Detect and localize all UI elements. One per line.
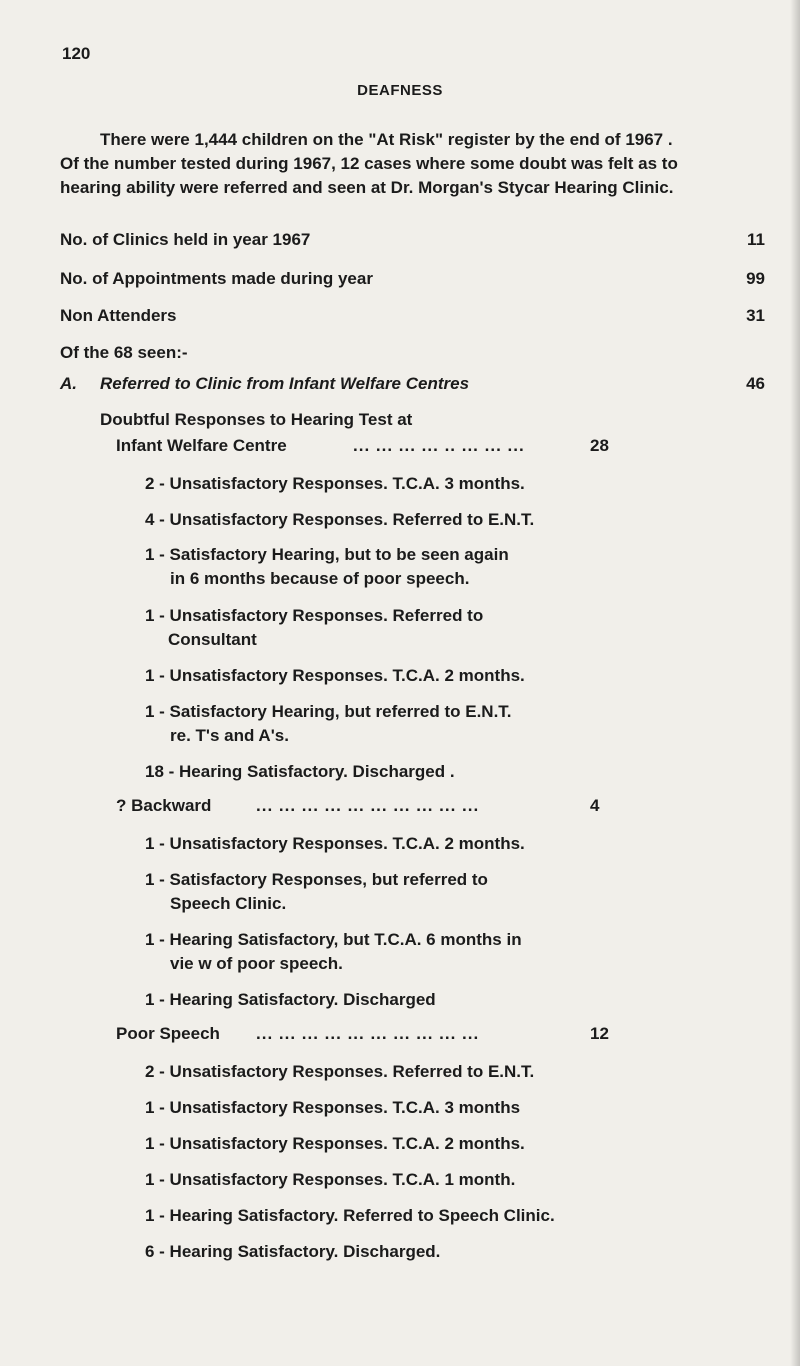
doubtful-item-4: 1 - Unsatisfactory Responses. Referred to (145, 606, 484, 625)
poor-speech-item-4: 1 - Unsatisfactory Responses. T.C.A. 1 month. (145, 1170, 516, 1189)
doubtful-item-7: 18 - Hearing Satisfactory. Discharged . (145, 762, 455, 781)
doubtful-item-2: 4 - Unsatisfactory Responses. Referred to E.N.T. (145, 510, 535, 529)
stat-label-appointments: No. of Appointments made during year (60, 269, 373, 288)
poor-speech-item-2: 1 - Unsatisfactory Responses. T.C.A. 3 months (145, 1098, 521, 1117)
poor-speech-item-3: 1 - Unsatisfactory Responses. T.C.A. 2 months. (145, 1134, 525, 1153)
intro-line-1: There were 1,444 children on the "At Risk" register by the end of 1967 . (100, 130, 673, 149)
backward-item-1: 1 - Unsatisfactory Responses. T.C.A. 2 months. (145, 834, 525, 853)
backward-item-4: 1 - Hearing Satisfactory. Discharged (145, 990, 436, 1009)
doubtful-item-3-cont: in 6 months because of poor speech. (170, 569, 470, 588)
backward-item-3-cont: vie w of poor speech. (170, 954, 343, 973)
poor-speech-item-5: 1 - Hearing Satisfactory. Referred to Speech Clinic. (145, 1206, 555, 1225)
backward-item-2: 1 - Satisfactory Responses, but referred to (145, 870, 488, 889)
doubtful-item-6: 1 - Satisfactory Hearing, but referred to E.N.T. (145, 702, 512, 721)
section-a-value: 46 (746, 374, 765, 393)
poor-speech-item-1: 2 - Unsatisfactory Responses. Referred to E.N.T. (145, 1062, 535, 1081)
backward-value: 4 (590, 796, 600, 815)
stat-value-non-attenders: 31 (746, 306, 765, 325)
section-a-label: Referred to Clinic from Infant Welfare Centres (100, 374, 470, 393)
doubtful-item-4-cont: Consultant (168, 630, 257, 649)
poor-speech-leader-dots: ... ... ... ... ... ... ... ... ... ... (256, 1024, 480, 1043)
section-heading: DEAFNESS (357, 82, 443, 99)
poor-speech-label: Poor Speech (116, 1024, 220, 1043)
doubtful-line-2: Infant Welfare Centre (116, 436, 287, 455)
doubtful-item-3: 1 - Satisfactory Hearing, but to be seen again (145, 545, 509, 564)
poor-speech-item-6: 6 - Hearing Satisfactory. Discharged. (145, 1242, 441, 1261)
stat-value-appointments: 99 (746, 269, 765, 288)
doubtful-item-5: 1 - Unsatisfactory Responses. T.C.A. 2 months. (145, 666, 525, 685)
doubtful-leader-dots: ... ... ... ... .. ... ... ... (353, 436, 525, 455)
stat-value-clinics: 11 (747, 230, 765, 249)
stat-label-clinics: No. of Clinics held in year 1967 (60, 230, 311, 249)
poor-speech-value: 12 (590, 1024, 609, 1043)
doubtful-item-6-cont: re. T's and A's. (170, 726, 289, 745)
doubtful-value: 28 (590, 436, 609, 455)
intro-line-2: Of the number tested during 1967, 12 cases where some doubt was felt as to (60, 154, 678, 173)
page-edge-shadow (790, 0, 800, 1366)
section-a-letter: A. (60, 374, 77, 393)
backward-leader-dots: ... ... ... ... ... ... ... ... ... ... (256, 796, 480, 815)
backward-label: ? Backward (116, 796, 212, 815)
doubtful-item-1: 2 - Unsatisfactory Responses. T.C.A. 3 months. (145, 474, 525, 493)
backward-item-2-cont: Speech Clinic. (170, 894, 287, 913)
doubtful-line-1: Doubtful Responses to Hearing Test at (100, 410, 413, 429)
intro-line-3: hearing ability were referred and seen at Dr. Morgan's Stycar Hearing Clinic. (60, 178, 674, 197)
backward-item-3: 1 - Hearing Satisfactory, but T.C.A. 6 months in (145, 930, 522, 949)
page-number: 120 (62, 44, 91, 63)
stat-label-non-attenders: Non Attenders (60, 306, 177, 325)
seen-label: Of the 68 seen:- (60, 343, 188, 362)
